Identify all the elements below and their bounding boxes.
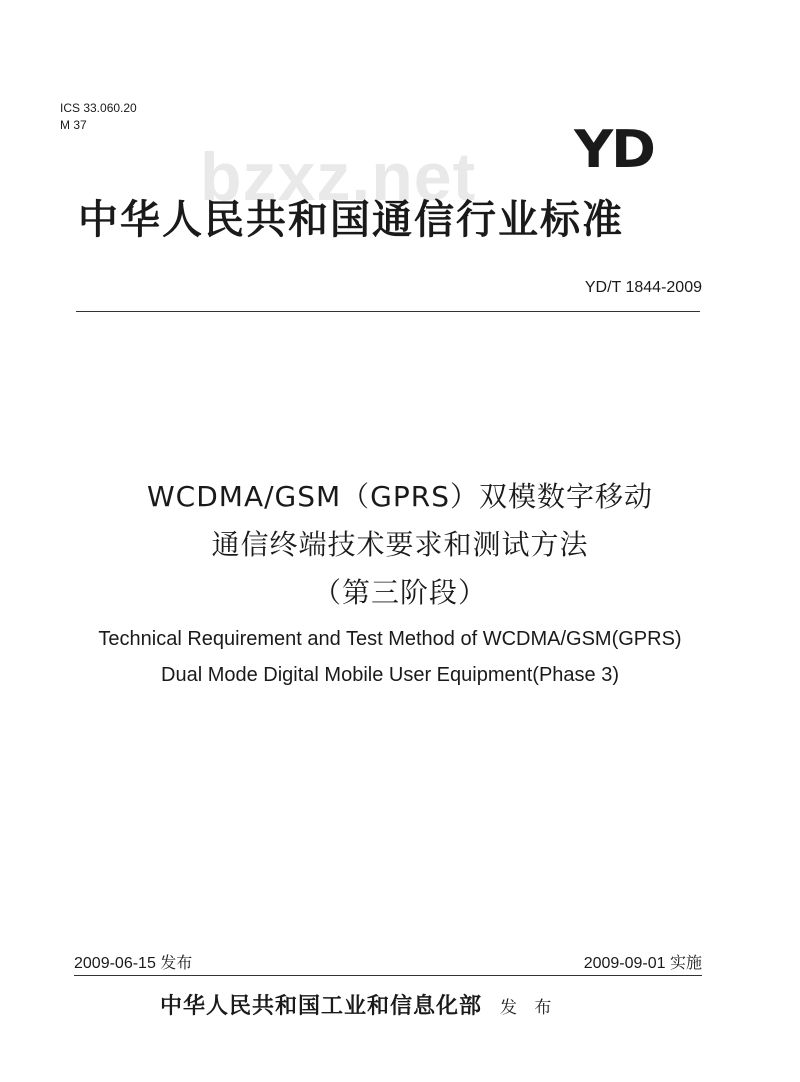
standard-category-title: 中华人民共和国通信行业标准 — [78, 197, 624, 243]
standard-number: YD/T 1844-2009 — [584, 279, 702, 296]
title-cn-line-3: （第三阶段） — [312, 576, 487, 609]
footer-divider — [74, 975, 702, 976]
publisher-name: 中华人民共和国工业和信息化部 — [160, 993, 483, 1019]
issue-date: 2009-06-15 发布 — [74, 955, 193, 972]
publisher — [160, 989, 557, 1020]
implementation-date: 2009-09-01 实施 — [583, 955, 702, 972]
ics-code: ICS 33.060.20 — [60, 101, 137, 115]
title-en-line-1: Technical Requirement and Test Method of WCDMA/GSM(GPRS) — [98, 628, 682, 650]
yd-logo: YD — [574, 119, 654, 180]
classification-codes — [60, 100, 137, 134]
header-divider — [76, 311, 700, 312]
title-en-line-2: Dual Mode Digital Mobile User Equipment(Phase 3) — [161, 664, 619, 686]
publisher-suffix: 发 布 — [500, 998, 558, 1018]
title-cn-line-2: 通信终端技术要求和测试方法 — [211, 528, 589, 561]
ccs-code: M 37 — [60, 118, 87, 132]
watermark: bzxz.net — [200, 139, 477, 215]
title-cn-line-1: WCDMA/GSM（GPRS）双模数字移动 — [147, 480, 653, 513]
